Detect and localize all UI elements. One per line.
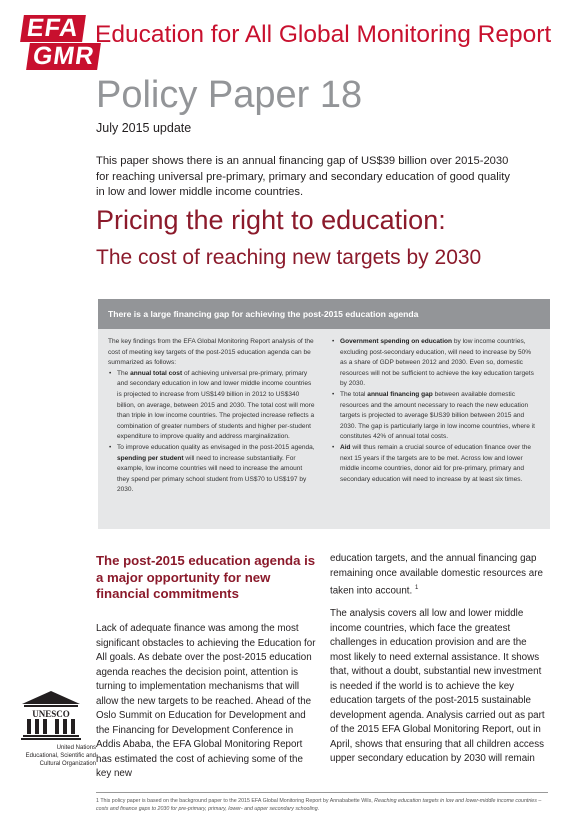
series-title: Policy Paper 18: [96, 74, 363, 116]
finding-aid: • Aid will thus remain a crucial source of education finance over the next 15 years if the targets are to be met. Across low and lower middle income countries, donor aid for pre-primary, primary and secondary education will need to increase by at least six times.: [331, 443, 539, 485]
body-column-2-start: education targets, and the annual financing gap remaining once available domestic resources are taken into account. $^1$: [330, 553, 543, 597]
key-findings-header: There is a large financing gap for achieving the post-2015 education agenda: [98, 299, 550, 329]
main-title: Pricing the right to education:: [96, 205, 446, 235]
finding-financing-gap: • The total annual financing gap between available domestic resources and the amount necessary to reach the new education targets is projected to average $US39 billion between 2015 and 2030. The gap is particularly large in low income countries, where it constitutes 42% of annual total costs.: [331, 390, 539, 443]
unesco-temple-icon: [20, 690, 82, 742]
key-findings-left-column: [108, 337, 316, 496]
intro-paragraph: This paper shows there is an annual financing gap of US$39 billion over 2015-2030 for reaching universal pre-primary, primary and secondary education of good quality in low and lower middle income countries.: [96, 155, 510, 198]
unesco-logo-text: UNESCO: [32, 709, 70, 719]
sub-title: The cost of reaching new targets by 2030: [96, 246, 482, 269]
report-title: Education for All Global Monitoring Report: [95, 21, 552, 48]
body-column-2-paragraph: The analysis covers all low and lower middle income countries, which face the greatest challenges in education provision and are the most likely to need external assistance. It shows that, without a doubt, substantial new investment is needed if the world is to achieve the key education targets of the post-2015 sustainable development agenda. Analysis carried out as part of the 2015 EFA Global Monitoring Report, out in April, shows that ensuring that all children access upper secondary education by 2030 will remain: [330, 608, 545, 765]
publication-date: July 2015 update: [96, 121, 192, 135]
footnote: 1 This policy paper is based on the background paper to the 2015 EFA Global Monitoring Report by Annababette Wils, Reaching education targets in low and lower-middle income countries – costs and finance gaps to 2030 for pre-primary, primary, lower- and upper secondary schooling.: [96, 798, 542, 813]
key-findings-intro: The key findings from the EFA Global Monitoring Report analysis of the cost of meeting key targets of the post-2015 education agenda can be summarized as follows:: [108, 338, 314, 367]
key-findings-right-column: [331, 337, 539, 485]
efa-gmr-logo: [22, 14, 97, 71]
unesco-name: United Nations Educational, Scientific and Cultural Organization: [25, 745, 96, 767]
finding-spending-per-student: • To improve education quality as envisaged in the post-2015 agenda, spending per student will need to increase substantially. For example, low income countries will need to increase the amount they spend per primary school student from US$70 to US$197 by 2030.: [108, 443, 316, 496]
logo-gmr: GMR: [26, 43, 101, 70]
finding-government-spending: • Government spending on education by low income countries, excluding post-secondary education, will need to increase by 50% as a share of GDP between 2012 and 2030. Even so, domestic resources will not be sufficient to achieve the key education targets by 2030.: [331, 337, 539, 390]
finding-total-cost: • The annual total cost of achieving universal pre-primary, primary and secondary education in low and lower middle income countries is projected to increase from US$149 billion in 2012 to US$340 billion, on average, between 2015 and 2030. The total cost will more than triple in low income countries. The projected increase reflects a combination of greater numbers of students and higher per-student expenditure to improve quality and address marginalization.: [108, 369, 316, 443]
section-heading: The post-2015 education agenda is a major opportunity for new financial commitments: [96, 553, 316, 601]
footnote-reference[interactable]: 1: [414, 585, 419, 592]
footnote-divider: [96, 792, 548, 793]
unesco-logo: [16, 690, 96, 767]
key-findings-box: [98, 299, 550, 529]
logo-efa: EFA: [20, 15, 85, 42]
body-column-1: Lack of adequate finance was among the most significant obstacles to achieving the Education for All goals. As debate over the post-2015 education agenda reaches the decision point, attention is turning to implementation mechanisms that will allow the new targets to be reached. Ahead of the Oslo Summit on Education for Development and the Financing for Development Conference in Addis Ababa, the EFA Global Monitoring Report has estimated the cost of achieving some of the key new: [96, 623, 316, 780]
